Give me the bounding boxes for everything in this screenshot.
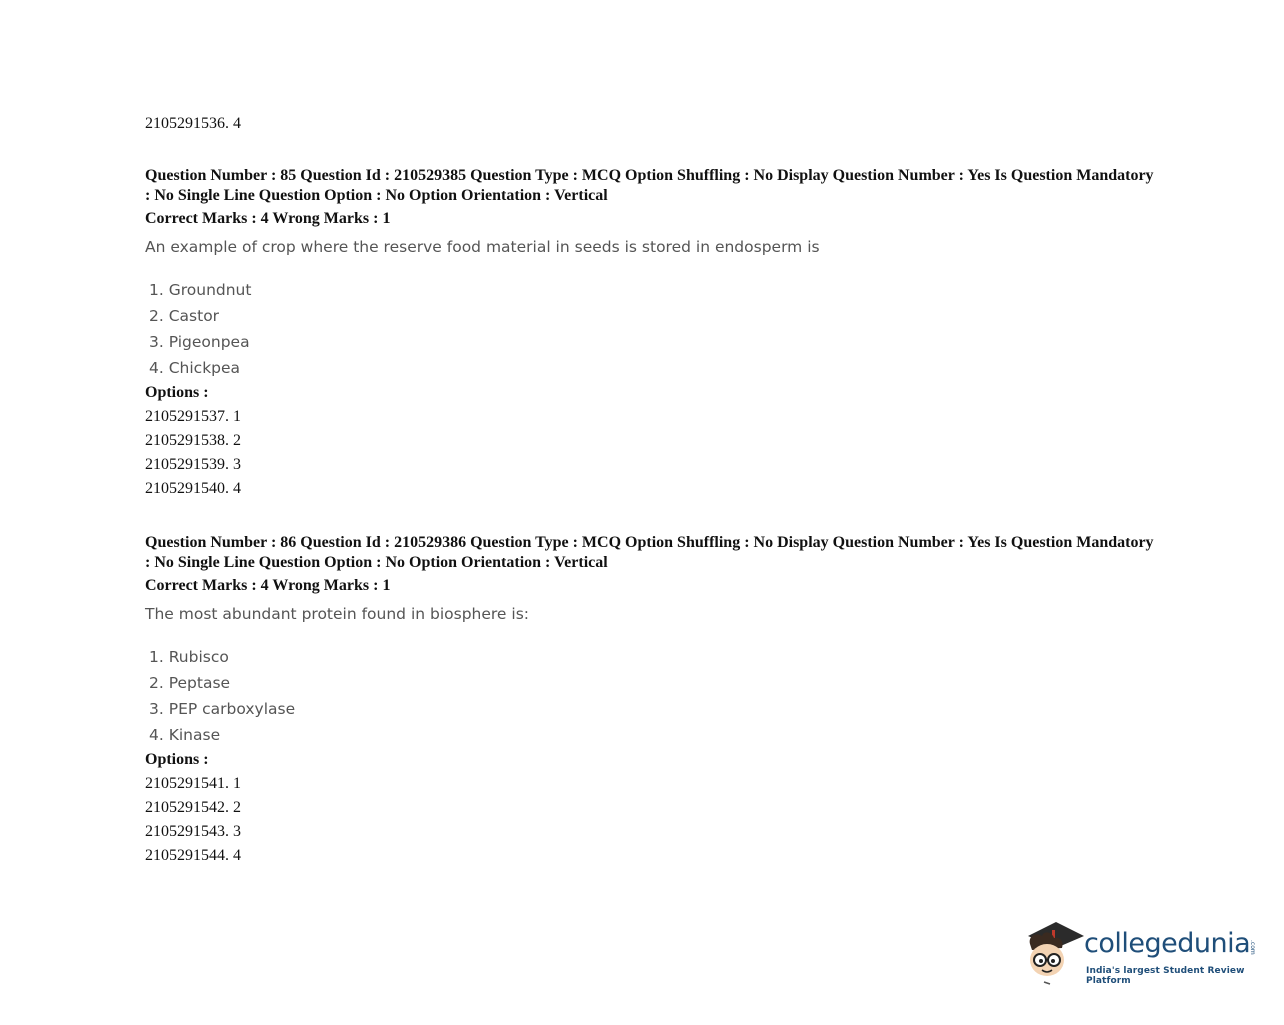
- brand-domain: .com: [1249, 940, 1256, 955]
- choice-list: [145, 644, 1155, 748]
- collegedunia-watermark: [1022, 918, 1262, 988]
- question-marks: Correct Marks : 4 Wrong Marks : 1: [145, 577, 391, 594]
- choice-item: 4. Chickpea: [149, 359, 241, 377]
- option-id-item: 2105291543. 3: [145, 823, 241, 840]
- choice-item: 4. Kinase: [149, 726, 221, 744]
- option-id-item: 2105291541. 1: [145, 775, 241, 792]
- options-label: Options :: [145, 384, 209, 401]
- question-text: The most abundant protein found in biosphere is:: [145, 605, 530, 623]
- choice-list: [145, 277, 1155, 381]
- question-meta: Question Number : 86 Question Id : 210529386 Question Type : MCQ Option Shuffling : No Display Question Number : Yes Is Question Mandatory : No Single Line Question Option : No Option Orientation : Vertical: [145, 534, 1154, 571]
- choice-item: 1. Groundnut: [149, 281, 252, 299]
- option-id-item: 2105291540. 4: [145, 480, 241, 497]
- option-id-item: 2105291539. 3: [145, 456, 241, 473]
- option-id-item: 2105291542. 2: [145, 799, 241, 816]
- option-id-list: [145, 405, 1155, 501]
- question-block-86: [145, 533, 1155, 868]
- mascot-icon: [1022, 918, 1084, 986]
- option-id-list: [145, 772, 1155, 868]
- question-block-85: [145, 166, 1155, 501]
- choice-item: 2. Peptase: [149, 674, 231, 692]
- option-id-item: 2105291544. 4: [145, 847, 241, 864]
- option-id-item: 2105291538. 2: [145, 432, 241, 449]
- question-text: An example of crop where the reserve food material in seeds is stored in endosperm is: [145, 238, 820, 256]
- options-label: Options :: [145, 751, 209, 768]
- brand-name: collegedunia: [1084, 928, 1251, 959]
- question-meta: Question Number : 85 Question Id : 210529385 Question Type : MCQ Option Shuffling : No Display Question Number : Yes Is Question Mandatory : No Single Line Question Option : No Option Orientation : Vertical: [145, 167, 1154, 204]
- choice-item: 2. Castor: [149, 307, 220, 325]
- choice-item: 3. PEP carboxylase: [149, 700, 296, 718]
- option-id-item: 2105291537. 1: [145, 408, 241, 425]
- brand-tagline: India's largest Student Review Platform: [1086, 966, 1245, 986]
- choice-item: 3. Pigeonpea: [149, 333, 250, 351]
- previous-option-line: 2105291536. 4: [145, 115, 241, 132]
- question-marks: Correct Marks : 4 Wrong Marks : 1: [145, 210, 391, 227]
- choice-item: 1. Rubisco: [149, 648, 229, 666]
